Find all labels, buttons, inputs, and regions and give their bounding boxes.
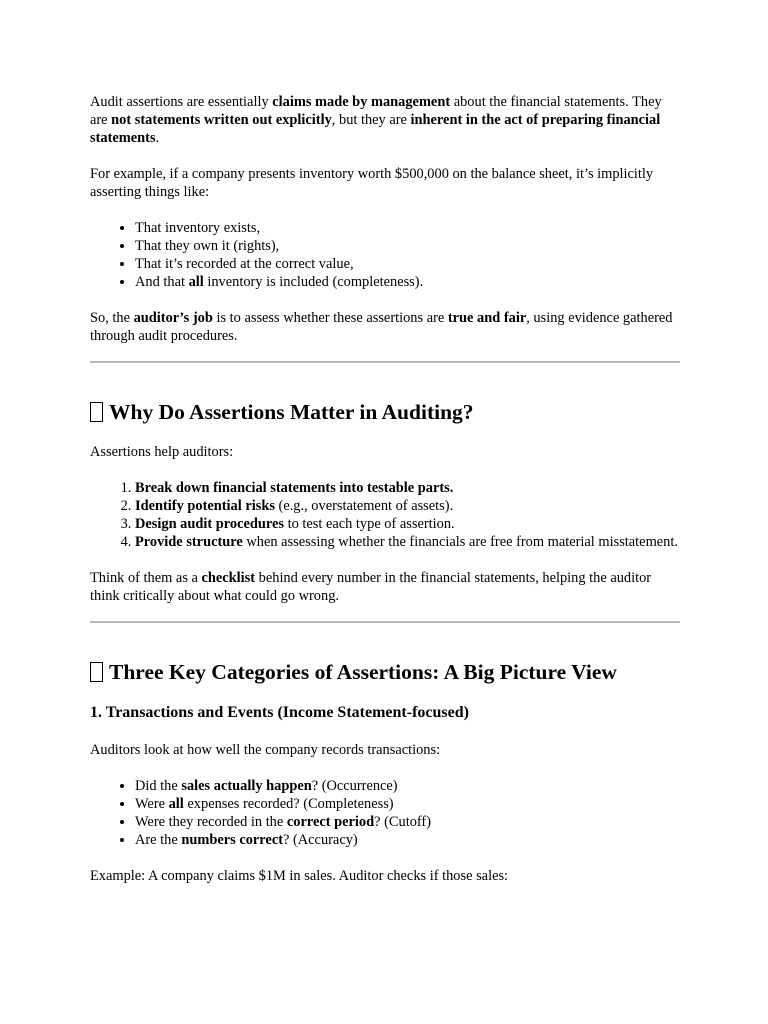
text-run: Did the bbox=[135, 778, 182, 794]
text-run: For example, if a company presents inventory worth $500,000 on the balance sheet, it’s implicitly asserting things like: bbox=[90, 166, 654, 200]
text-run: to test each type of assertion. bbox=[284, 516, 455, 532]
list-item bbox=[135, 219, 680, 237]
example-paragraph bbox=[90, 867, 680, 885]
text-run: . bbox=[155, 130, 160, 146]
text-run: So, the bbox=[90, 310, 134, 326]
section-heading-categories bbox=[90, 659, 680, 685]
list-item bbox=[135, 497, 680, 515]
intro-bullet-list bbox=[90, 219, 680, 291]
text-run: expenses recorded? (Completeness) bbox=[183, 796, 394, 812]
list-item bbox=[135, 273, 680, 291]
document-body bbox=[90, 93, 680, 885]
why-numbered-list bbox=[90, 479, 680, 551]
list-item bbox=[135, 813, 680, 831]
text-run: Were they recorded in the bbox=[135, 814, 287, 830]
why-closing-paragraph bbox=[90, 569, 680, 605]
text-run: That they own it (rights), bbox=[135, 238, 280, 254]
intro-paragraph-1 bbox=[90, 93, 680, 147]
text-run: Auditors look at how well the company records transactions: bbox=[90, 742, 441, 758]
missing-glyph-icon bbox=[90, 662, 103, 682]
bold-text: auditor’s job bbox=[133, 310, 213, 326]
text-run: (e.g., overstatement of assets). bbox=[274, 498, 454, 514]
section-divider bbox=[90, 621, 680, 623]
text-run: ? (Occurrence) bbox=[311, 778, 398, 794]
list-item bbox=[135, 533, 680, 551]
text-run: about the financial statements. They are bbox=[90, 94, 662, 128]
section-divider bbox=[90, 361, 680, 363]
section-heading-why bbox=[90, 399, 680, 425]
missing-glyph-icon bbox=[90, 402, 103, 422]
list-item bbox=[135, 255, 680, 273]
bold-text: inherent in the act of preparing financial statements bbox=[90, 112, 661, 146]
text-run: behind every number in the financial statements, helping the auditor think critically about what could go wrong. bbox=[90, 570, 652, 604]
section-heading-categories-text: Three Key Categories of Assertions: A Big Picture View bbox=[109, 660, 617, 684]
text-run: Are the bbox=[135, 832, 182, 848]
list-item bbox=[135, 479, 680, 497]
bold-text: sales actually happen bbox=[181, 778, 312, 794]
bold-text: Provide structure bbox=[135, 534, 243, 550]
text-run: Were bbox=[135, 796, 169, 812]
text-run: , using evidence gathered through audit procedures. bbox=[90, 310, 673, 344]
bold-text: Break down financial statements into testable parts. bbox=[135, 480, 454, 496]
bold-text: claims made by management bbox=[272, 94, 451, 110]
text-run: Think of them as a bbox=[90, 570, 202, 586]
list-item bbox=[135, 831, 680, 849]
bold-text: checklist bbox=[201, 570, 256, 586]
bold-text: correct period bbox=[286, 814, 375, 830]
bold-text: all bbox=[188, 274, 204, 290]
text-run: Audit assertions are essentially bbox=[90, 94, 273, 110]
text-run: Example: A company claims $1M in sales. Auditor checks if those sales: bbox=[90, 868, 509, 884]
bold-text: all bbox=[168, 796, 184, 812]
list-item bbox=[135, 237, 680, 255]
bold-text: Design audit procedures bbox=[135, 516, 284, 532]
list-item bbox=[135, 777, 680, 795]
text-run: And that bbox=[135, 274, 189, 290]
list-item bbox=[135, 795, 680, 813]
text-run: Assertions help auditors: bbox=[90, 444, 234, 460]
text-run: when assessing whether the financials are free from material misstatement. bbox=[242, 534, 678, 550]
bold-text: not statements written out explicitly bbox=[111, 112, 332, 128]
list-item bbox=[135, 515, 680, 533]
section-heading-why-text: Why Do Assertions Matter in Auditing? bbox=[109, 400, 474, 424]
text-run: ? (Accuracy) bbox=[283, 832, 358, 848]
text-run: inventory is included (completeness). bbox=[203, 274, 424, 290]
intro-paragraph-2 bbox=[90, 165, 680, 201]
subheading-transactions: 1. Transactions and Events (Income Statement-focused) bbox=[90, 704, 469, 721]
bold-text: numbers correct bbox=[181, 832, 283, 848]
why-lead-text bbox=[90, 443, 680, 461]
text-run: ? (Cutoff) bbox=[374, 814, 432, 830]
text-run: That inventory exists, bbox=[135, 220, 261, 236]
transactions-bullet-list bbox=[90, 777, 680, 849]
intro-paragraph-3 bbox=[90, 309, 680, 345]
text-run: , but they are bbox=[331, 112, 411, 128]
bold-text: Identify potential risks bbox=[135, 498, 275, 514]
text-run: That it’s recorded at the correct value, bbox=[135, 256, 354, 272]
bold-text: true and fair bbox=[447, 310, 527, 326]
text-run: is to assess whether these assertions are bbox=[212, 310, 448, 326]
categories-lead-text bbox=[90, 741, 680, 759]
